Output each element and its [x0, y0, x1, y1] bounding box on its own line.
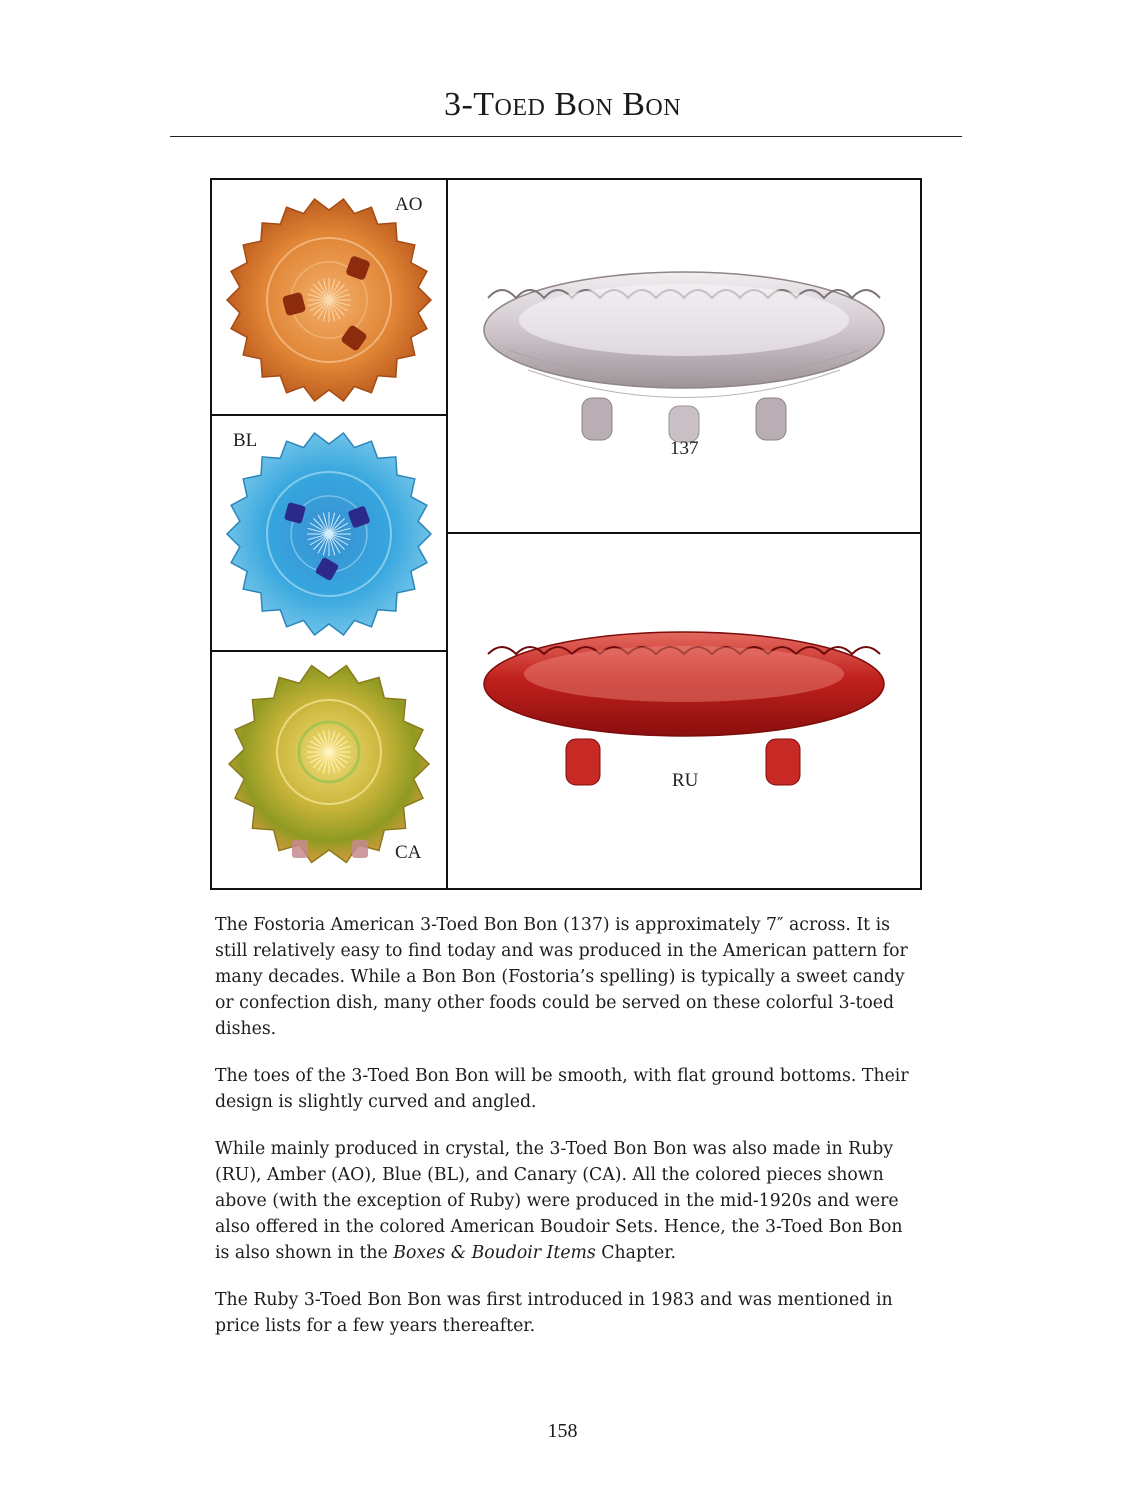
chapter-reference: Boxes & Boudoir Items: [393, 1243, 596, 1263]
paragraph-2: The toes of the 3-Toed Bon Bon will be smooth, with flat ground bottoms. Their design is slightly curved and angled.: [215, 1066, 909, 1112]
body-text: [215, 912, 920, 1360]
amber-label: AO: [395, 194, 423, 215]
paragraph-4: The Ruby 3-Toed Bon Bon was first introduced in 1983 and was mentioned in price lists for a few years thereafter.: [215, 1290, 893, 1336]
photo-grid: [210, 178, 922, 890]
paragraph-3-part-b: Chapter.: [595, 1243, 677, 1263]
canary-label: CA: [395, 842, 422, 863]
ruby-label: RU: [672, 770, 699, 791]
photo-cell-crystal: [448, 180, 920, 534]
paragraph-3: [215, 1136, 920, 1266]
crystal-dish-image: [448, 180, 920, 532]
photo-cell-amber: [212, 180, 448, 416]
page-number: 158: [547, 1420, 578, 1442]
ruby-dish-image: [448, 534, 920, 888]
crystal-label: 137: [670, 438, 699, 459]
paragraph-1: The Fostoria American 3-Toed Bon Bon (137) is approximately 7″ across. It is still relatively easy to find today and was produced in the American pattern for many decades. While a Bon Bon (Fostoria’s spelling) is typically a sweet candy or confection dish, many other foods could be served on these colorful 3-toed dishes.: [215, 915, 908, 1039]
photo-cell-blue: [212, 416, 448, 652]
page-title: 3-Toed Bon Bon: [443, 86, 682, 123]
blue-label: BL: [233, 430, 258, 451]
title-rule: [170, 136, 962, 137]
photo-cell-canary: [212, 652, 448, 888]
photo-cell-ruby: [448, 534, 920, 888]
paragraph-3-part-a: While mainly produced in crystal, the 3-Toed Bon Bon was also made in Ruby (RU), Amber (AO), Blue (BL), and Canary (CA). All the colored pieces shown above (with the exception of Ruby) were produced in the mid-1920s and were also offered in the colored American Boudoir Sets. Hence, the 3-Toed Bon Bon is also shown in the: [215, 1139, 903, 1263]
